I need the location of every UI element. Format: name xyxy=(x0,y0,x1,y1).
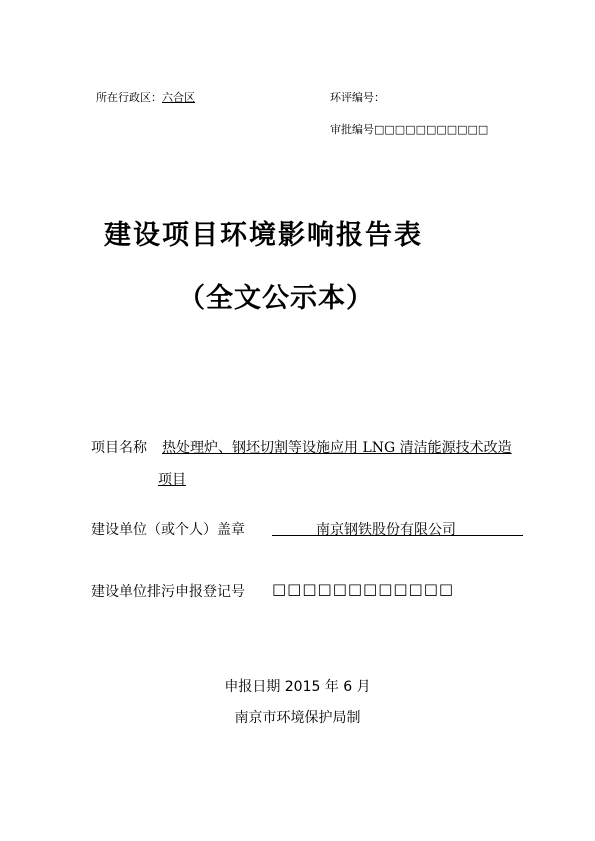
approval-number: 审批编号□□□□□□□□□□□ xyxy=(330,123,489,136)
pollution-registration-number: □□□□□□□□□□□□ xyxy=(272,580,455,598)
pollution-registration-label: 建设单位排污申报登记号 xyxy=(91,584,245,600)
district-value: 六合区 xyxy=(162,91,195,104)
construction-unit-label: 建设单位（或个人）盖章 xyxy=(91,522,245,538)
eia-number-label: 环评编号： xyxy=(330,91,385,104)
district-label: 所在行政区： xyxy=(96,91,162,104)
construction-unit-value: 南京钢铁股份有限公司 xyxy=(316,522,456,538)
project-name-line2: 项目 xyxy=(158,472,186,488)
filing-date: 申报日期 2015 年 6 月 xyxy=(224,679,371,695)
project-name-line1: 热处理炉、钢坯切割等设施应用 LNG 清洁能源技术改造 xyxy=(162,440,512,456)
document-subtitle: （全文公示本） xyxy=(178,283,374,314)
district-field xyxy=(96,89,195,105)
issuing-authority: 南京市环境保护局制 xyxy=(234,710,361,726)
project-name-label: 项目名称 xyxy=(91,440,147,456)
document-title: 建设项目环境影响报告表 xyxy=(104,220,423,251)
